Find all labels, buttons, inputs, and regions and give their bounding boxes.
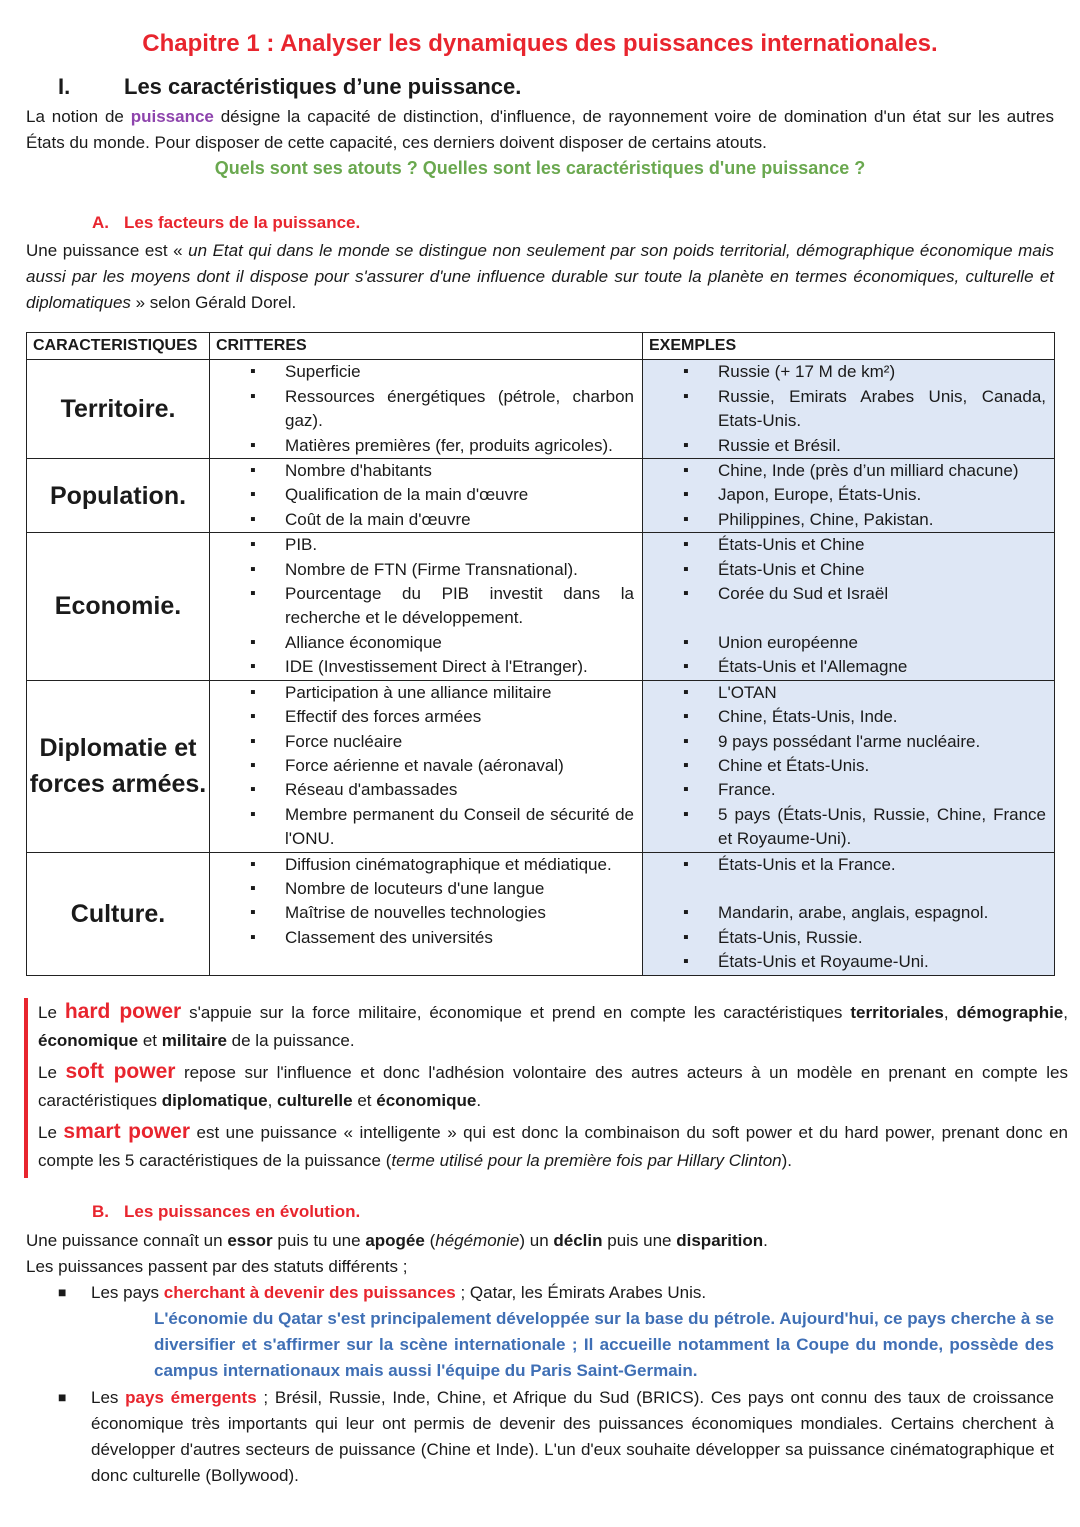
- criteria-item: ▪ Coût de la main d'œuvre: [210, 508, 642, 532]
- section-a-title: Les facteurs de la puissance.: [124, 213, 361, 232]
- example-item: ▪ Chine, États-Unis, Inde.: [643, 705, 1054, 729]
- criteria-cell: [210, 459, 643, 533]
- criteria-item: ▪ Effectif des forces armées: [210, 705, 642, 729]
- intro-paragraph: [26, 104, 1054, 156]
- power-cycle-sentence: Une puissance connaît un essor puis tu une apogée (hégémonie) un déclin puis une disparition.: [26, 1231, 768, 1250]
- term-emerging-countries: pays émergents: [125, 1388, 257, 1407]
- example-item: ▪ États-Unis et la France.: [643, 853, 1054, 877]
- example-item: ▪ Russie (+ 17 M de km²): [643, 360, 1054, 384]
- criteria-item: ▪ Maîtrise de nouvelles technologies: [210, 901, 642, 925]
- criteria-item: ▪ Diffusion cinématographique et médiatique.: [210, 853, 642, 877]
- term-hard-power: hard power: [64, 1000, 182, 1023]
- example-item: ▪ 9 pays possédant l'arme nucléaire.: [643, 730, 1054, 754]
- criteria-item: ▪ Superficie: [210, 360, 642, 384]
- criteria-item: ▪ Classement des universités: [210, 926, 642, 950]
- criteria-item: ▪ Membre permanent du Conseil de sécurité de l'ONU.: [210, 803, 642, 852]
- section-b-title: Les puissances en évolution.: [124, 1202, 361, 1221]
- example-item: ▪ Corée du Sud et Israël: [643, 582, 1054, 606]
- criteria-item: ▪ Force nucléaire: [210, 730, 642, 754]
- example-spacer: [643, 877, 1054, 901]
- intro-text-rest: désigne la capacité de distinction, d'influence, de rayonnement voire de domination d'un état sur les autres États du monde. Pour disposer de cette capacité, ces derniers doivent disposer de certains atouts.: [26, 107, 1054, 152]
- category-cell: Economie.: [27, 533, 210, 680]
- example-item: ▪ États-Unis et Chine: [643, 533, 1054, 557]
- quote-intro: Une puissance est «: [26, 241, 189, 260]
- criteria-cell: [210, 533, 643, 680]
- example-item: ▪ États-Unis et Chine: [643, 558, 1054, 582]
- example-item: ▪ L'OTAN: [643, 681, 1054, 705]
- soft-power-definition: Le soft power repose sur l'influence et donc l'adhésion volontaire des autres acteurs à un modèle en prenant en compte les caractéristiques diplomatique, culturelle et économique.: [38, 1060, 1068, 1110]
- criteria-item: ▪ Alliance économique: [210, 631, 642, 655]
- table-row-economie: [27, 533, 1055, 680]
- examples-cell: [643, 360, 1055, 459]
- factors-table: [26, 332, 1055, 976]
- criteria-item: ▪ Ressources énergétiques (pétrole, charbon gaz).: [210, 385, 642, 434]
- criteria-item: ▪ Réseau d'ambassades: [210, 778, 642, 802]
- category-cell: Diplomatie et forces armées.: [27, 680, 210, 852]
- criteria-item: ▪ Nombre de locuteurs d'une langue: [210, 877, 642, 901]
- example-spacer: [643, 606, 1054, 630]
- section-a-heading: [92, 213, 360, 233]
- hard-power-definition: Le hard power s'appuie sur la force militaire, économique et prend en compte les caractéristiques territoriales, démographie, économique et militaire de la puissance.: [38, 1000, 1068, 1050]
- chapter-title: Chapitre 1 : Analyser les dynamiques des puissances internationales.: [142, 30, 938, 57]
- term-soft-power: soft power: [65, 1060, 176, 1083]
- criteria-cell: [210, 360, 643, 459]
- examples-cell: [643, 680, 1055, 852]
- intro-text: La notion de: [26, 107, 131, 126]
- qatar-example: L'économie du Qatar s'est principalement développée sur la base du pétrole. Aujourd'hui, ce pays cherche à se diversifier et s'affirmer sur la scène internationale ; Il accueille notamment la Coupe du monde, possède des campus internationaux mais aussi l'équipe du Paris Saint-Germain.: [154, 1309, 1054, 1380]
- section-1-title: Les caractéristiques d’une puissance.: [124, 74, 522, 99]
- criteria-item: ▪ Participation à une alliance militaire: [210, 681, 642, 705]
- example-item: ▪ Chine et États-Unis.: [643, 754, 1054, 778]
- criteria-cell: [210, 852, 643, 975]
- criteria-item: ▪ Qualification de la main d'œuvre: [210, 483, 642, 507]
- example-item: ▪ Russie et Brésil.: [643, 434, 1054, 458]
- guiding-question: Quels sont ses atouts ? Quelles sont les caractéristiques d'une puissance ?: [214, 158, 866, 178]
- examples-cell: [643, 459, 1055, 533]
- term-puissance: puissance: [130, 107, 214, 126]
- criteria-item: ▪ Force aérienne et navale (aéronaval): [210, 754, 642, 778]
- header-criteres: CRITTERES: [210, 333, 643, 360]
- example-item: ▪ France.: [643, 778, 1054, 802]
- dorel-quote: [26, 238, 1054, 316]
- bullet-icon: ■: [58, 1284, 67, 1300]
- term-smart-power: smart power: [63, 1120, 191, 1143]
- criteria-item: ▪ Nombre de FTN (Firme Transnational).: [210, 558, 642, 582]
- term-aspiring-powers: cherchant à devenir des puissances: [163, 1283, 456, 1302]
- criteria-item: ▪ Matières premières (fer, produits agricoles).: [210, 434, 642, 458]
- section-b-heading: [92, 1202, 360, 1222]
- category-cell: Population.: [27, 459, 210, 533]
- table-row-population: [27, 459, 1055, 533]
- example-item: ▪ Russie, Emirats Arabes Unis, Canada, Etats-Unis.: [643, 385, 1054, 434]
- examples-cell: [643, 852, 1055, 975]
- header-caracteristiques: CARACTERISTIQUES: [27, 333, 210, 360]
- header-exemples: EXEMPLES: [643, 333, 1055, 360]
- smart-power-definition: Le smart power est une puissance « intelligente » qui est donc la combinaison du soft power et du hard power, prenant donc en compte les 5 caractéristiques de la puissance (terme utilisé pour la première fois par Hillary Clinton).: [38, 1120, 1068, 1170]
- category-cell: Territoire.: [27, 360, 210, 459]
- criteria-item: ▪ IDE (Investissement Direct à l'Etranger).: [210, 655, 642, 679]
- criteria-item: ▪ PIB.: [210, 533, 642, 557]
- section-1-heading: [58, 74, 521, 100]
- power-definitions: [24, 998, 1068, 1178]
- criteria-item: ▪ Pourcentage du PIB investit dans la recherche et le développement.: [210, 582, 642, 631]
- list-item-aspiring-powers: Les pays cherchant à devenir des puissances ; Qatar, les Émirats Arabes Unis.: [91, 1283, 707, 1302]
- table-row-culture: [27, 852, 1055, 975]
- section-b-letter: B.: [92, 1202, 109, 1221]
- table-header-row: [27, 333, 1055, 360]
- category-cell: Culture.: [27, 852, 210, 975]
- example-item: ▪ 5 pays (États-Unis, Russie, Chine, France et Royaume-Uni).: [643, 803, 1054, 852]
- example-item: ▪ Chine, Inde (près d’un milliard chacune): [643, 459, 1054, 483]
- example-item: ▪ États-Unis, Russie.: [643, 926, 1054, 950]
- examples-cell: [643, 533, 1055, 680]
- example-item: ▪ Philippines, Chine, Pakistan.: [643, 508, 1054, 532]
- table-row-diplomatie: [27, 680, 1055, 852]
- section-1-number: I.: [58, 74, 71, 99]
- bullet-icon: ■: [58, 1389, 67, 1405]
- quote-italic: un Etat qui dans le monde se distingue non seulement par son poids territorial, démographique économique mais aussi par les moyens dont il dispose pour s'assurer d'une influence durable sur toute la planète en termes économiques, culturelle et diplomatiques: [26, 241, 1054, 312]
- quote-author: » selon Gérald Dorel.: [130, 293, 297, 312]
- table-row-territoire: [27, 360, 1055, 459]
- example-item: ▪ Mandarin, arabe, anglais, espagnol.: [643, 901, 1054, 925]
- status-intro: Les puissances passent par des statuts différents ;: [26, 1257, 408, 1276]
- example-item: ▪ États-Unis et l'Allemagne: [643, 655, 1054, 679]
- list-item-emerging-countries: Les pays émergents ; Brésil, Russie, Inde, Chine, et Afrique du Sud (BRICS). Ces pays ont connu des taux de croissance économique très importants qui leur ont permis de devenir des puissances économiques mondiales. Certains cherchent à développer d'autres secteurs de puissance (Chine et Inde). L'un d'eux souhaite développer sa puissance cinématographique et donc culturelle (Bollywood).: [91, 1388, 1054, 1485]
- example-item: ▪ Union européenne: [643, 631, 1054, 655]
- criteria-cell: [210, 680, 643, 852]
- criteria-item: ▪ Nombre d'habitants: [210, 459, 642, 483]
- example-item: ▪ Japon, Europe, États-Unis.: [643, 483, 1054, 507]
- section-a-letter: A.: [92, 213, 109, 232]
- example-item: ▪ États-Unis et Royaume-Uni.: [643, 950, 1054, 974]
